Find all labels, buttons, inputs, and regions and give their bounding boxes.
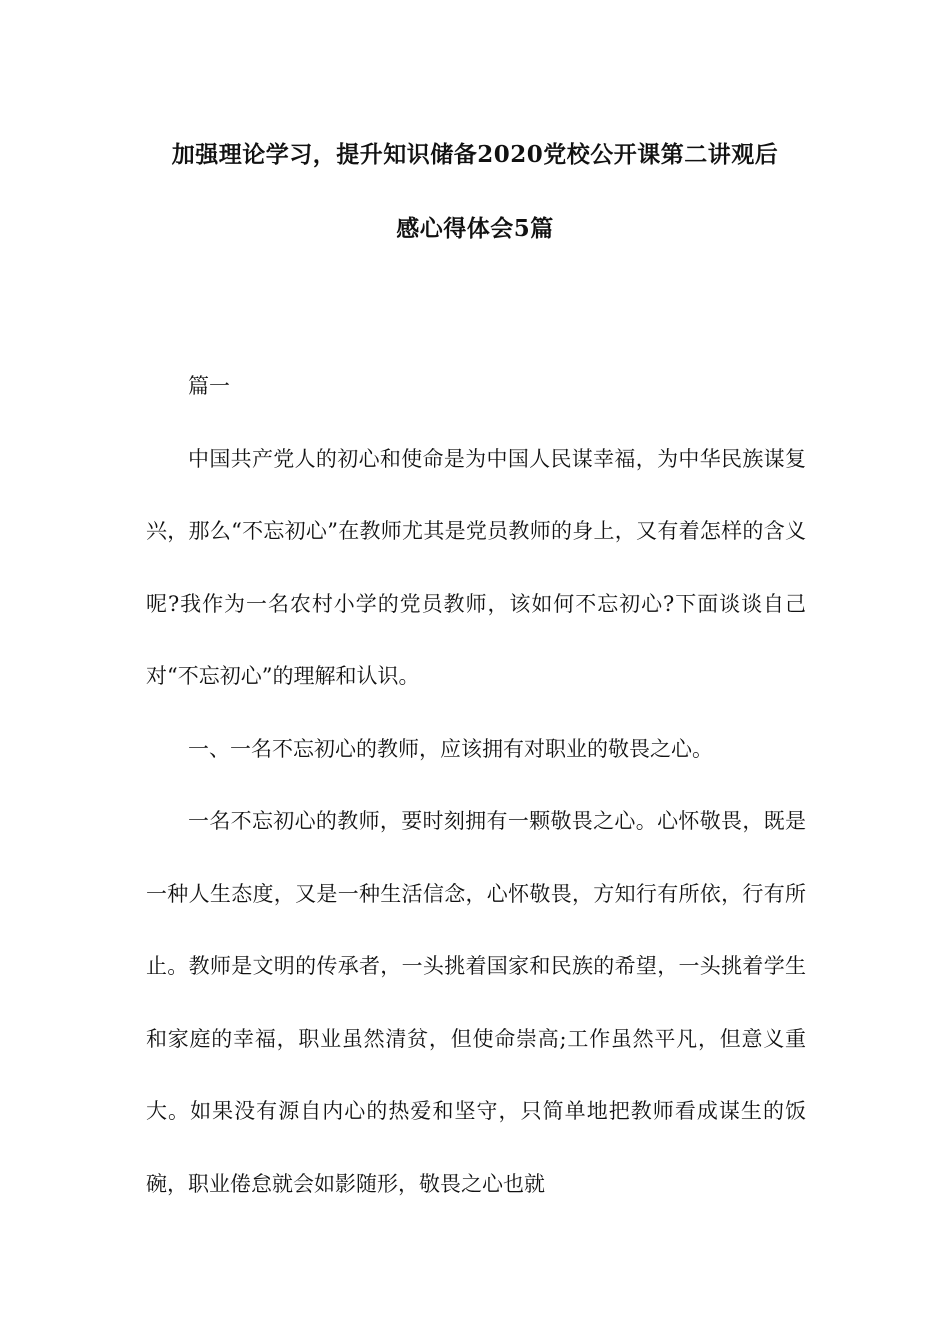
document-title-line-2: 感心得体会5篇 bbox=[396, 215, 554, 242]
section-heading: 篇一 bbox=[188, 374, 230, 398]
document-title-line-1: 加强理论学习，提升知识储备2020党校公开课第二讲观后 bbox=[171, 141, 779, 168]
document-body bbox=[146, 350, 806, 1220]
subheading-one: 一、一名不忘初心的教师，应该拥有对职业的敬畏之心。 bbox=[188, 736, 713, 761]
paragraph-intro: 中国共产党人的初心和使命是为中国人民谋幸福，为中华民族谋复兴，那么“不忘初心”在教师尤其是党员教师的身上，又有着怎样的含义呢?我作为一名农村小学的党员教师，该如何不忘初心?下面谈谈自己对“不忘初心”的理解和认识。 bbox=[146, 446, 806, 688]
paragraph-awe: 一名不忘初心的教师，要时刻拥有一颗敬畏之心。心怀敬畏，既是一种人生态度，又是一种生活信念，心怀敬畏，方知行有所依，行有所止。教师是文明的传承者，一头挑着国家和民族的希望，一头挑着学生和家庭的幸福，职业虽然清贫，但使命崇高;工作虽然平凡，但意义重大。如果没有源自内心的热爱和坚守，只简单地把教师看成谋生的饭碗，职业倦怠就会如影随形，敬畏之心也就 bbox=[146, 809, 806, 1196]
